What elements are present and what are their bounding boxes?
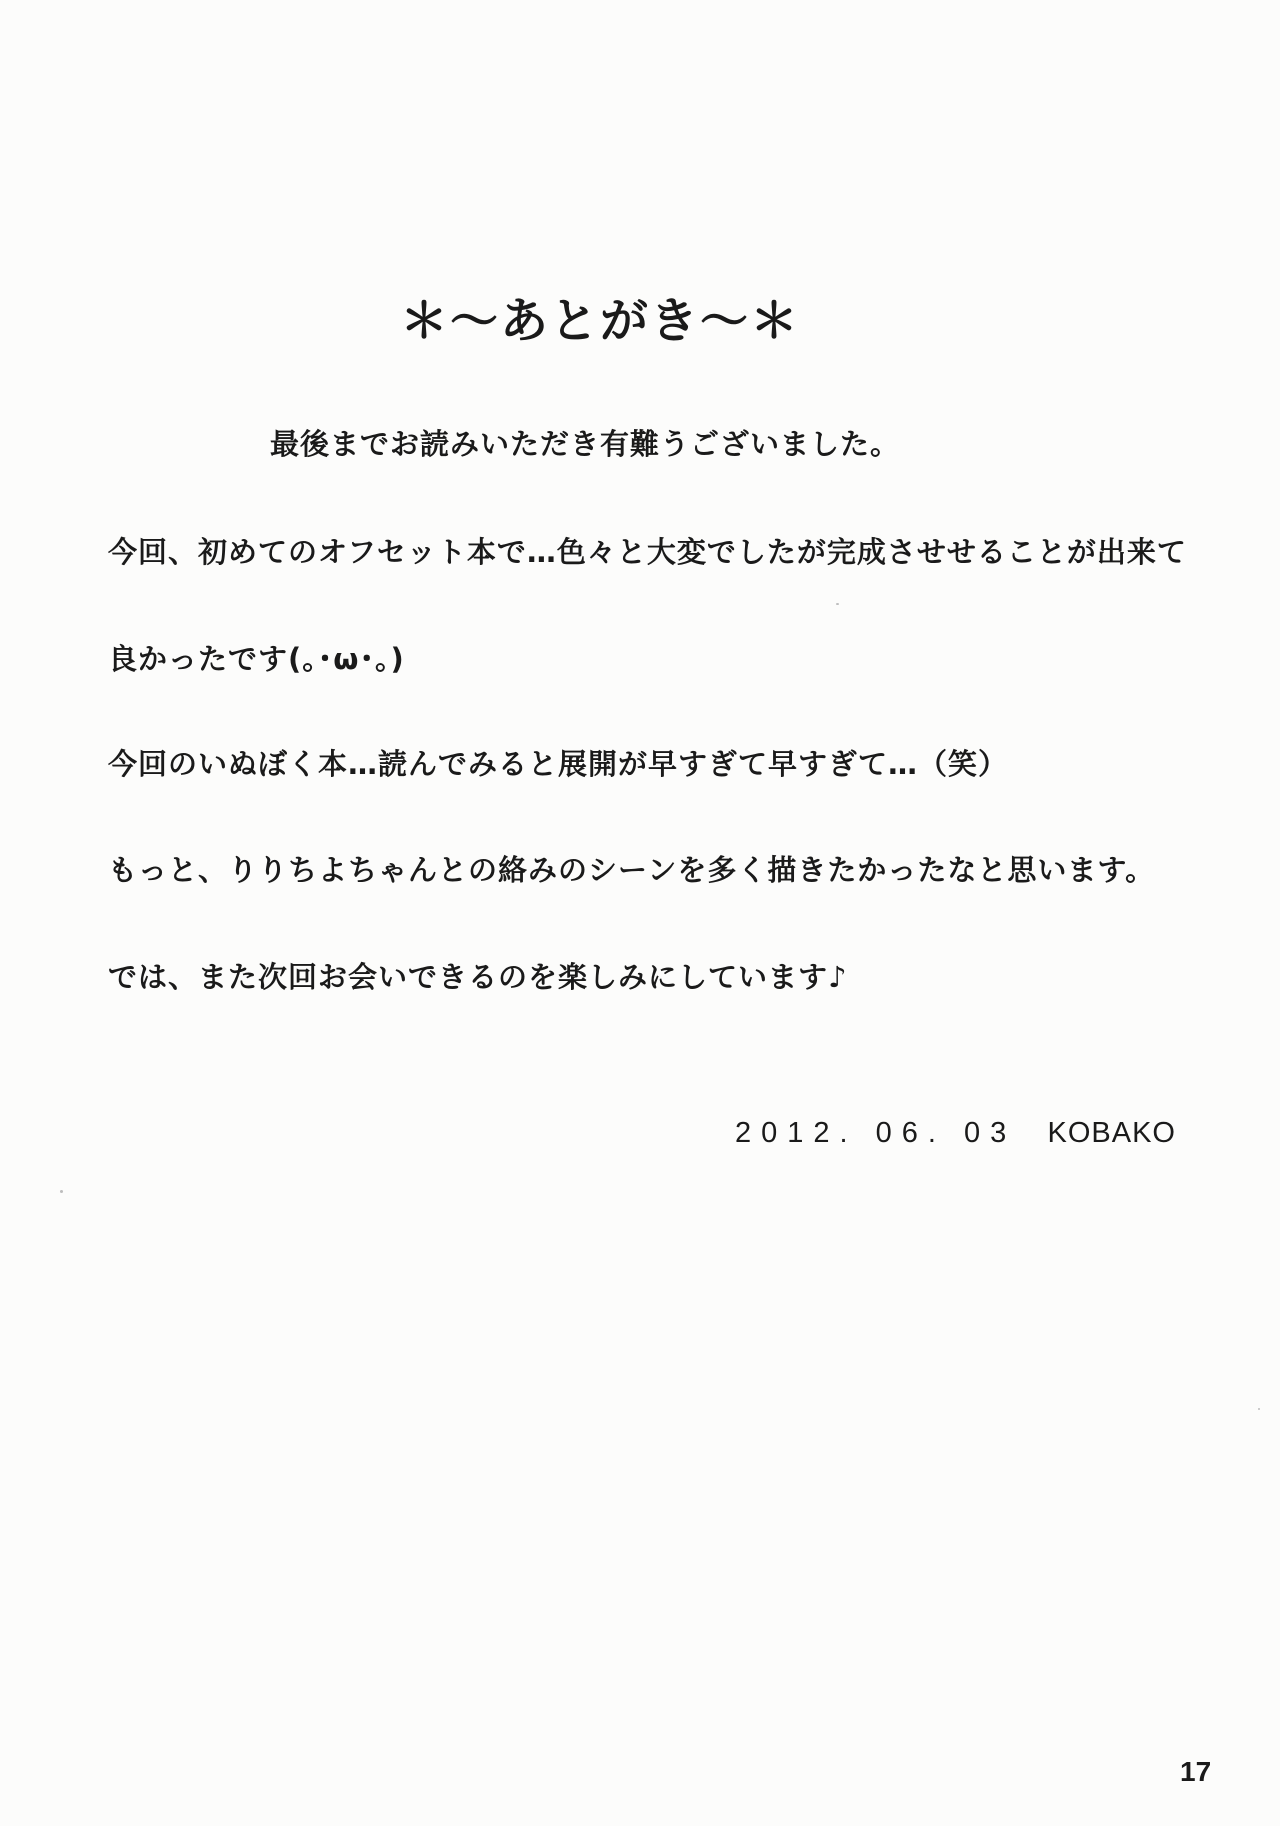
afterword-title: ＊～あとがき～＊ [399, 293, 800, 349]
body-line-offset: 今回、初めてのオフセット本で…色々と大変でしたが完成させせることが出来て [108, 535, 1187, 569]
scan-speck [1258, 1408, 1260, 1410]
signature-name: KOBAKO [1047, 1117, 1176, 1149]
signature [735, 1115, 1176, 1150]
body-line-ririchiyo: もっと、りりちよちゃんとの絡みのシーンを多く描きたかったなと思います。 [108, 853, 1156, 887]
page-number: 17 [1180, 1756, 1212, 1787]
body-line-next-time: では、また次回お会いできるのを楽しみにしています♪ [108, 960, 848, 994]
scan-speck [60, 1190, 63, 1193]
signature-date: 2012. 06. 03 [735, 1117, 1017, 1149]
body-line-glad: 良かったです(｡･ω･｡) [108, 642, 405, 676]
scan-speck [836, 603, 839, 605]
body-line-thanks: 最後までお読みいただき有難うございました。 [270, 427, 901, 461]
body-line-inuboku: 今回のいぬぼく本…読んでみると展開が早すぎて早すぎて…（笑） [108, 747, 1009, 781]
